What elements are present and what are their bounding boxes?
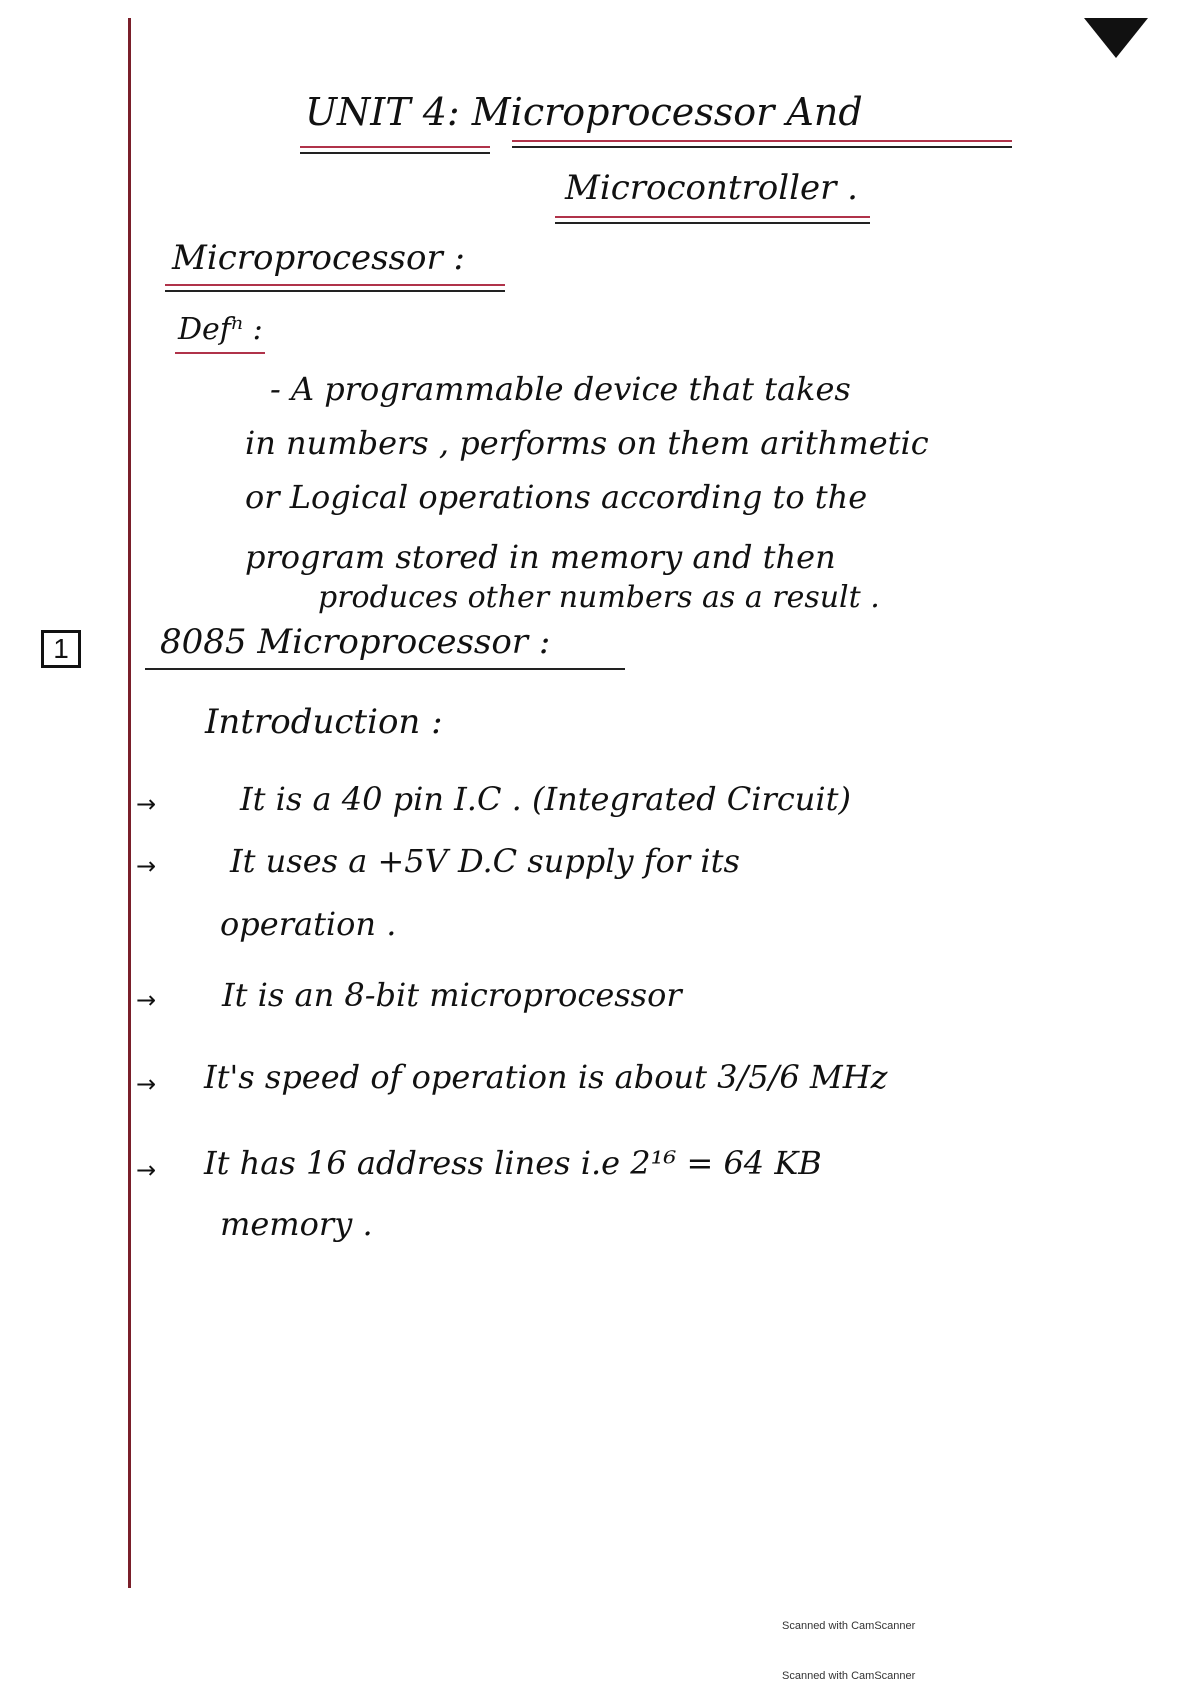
corner-triangle-mark <box>1084 18 1148 58</box>
scanner-watermark-2: Scanned with CamScanner <box>782 1670 916 1682</box>
arrow-icon: → <box>136 790 157 818</box>
definition-line-5: produces other numbers as a result . <box>318 580 880 615</box>
definition-line-4: program stored in memory and then <box>245 538 836 576</box>
arrow-icon: → <box>136 986 157 1014</box>
bullet-3: It is an 8-bit microprocessor <box>222 976 682 1014</box>
definition-label-underline <box>175 352 265 354</box>
title2-underline-2 <box>555 222 870 224</box>
section-heading-underline-2 <box>165 290 505 292</box>
bullet-2-continued: operation . <box>220 905 397 943</box>
bullet-2: It uses a +5V D.C supply for its <box>230 842 740 880</box>
scanner-watermark: Scanned with CamScanner <box>782 1620 916 1632</box>
title-underline-left <box>300 146 490 148</box>
section-heading: Microprocessor : <box>172 238 465 278</box>
unit-title-line1: UNIT 4: Microprocessor And <box>305 90 863 134</box>
bullet-1: It is a 40 pin I.C . (Integrated Circuit) <box>240 780 851 818</box>
title2-underline <box>555 216 870 218</box>
definition-label: Defⁿ : <box>178 312 263 347</box>
section-title: 8085 Microprocessor : <box>160 622 551 662</box>
arrow-icon: → <box>136 1070 157 1098</box>
arrow-icon: → <box>136 852 157 880</box>
bullet-4: It's speed of operation is about 3/5/6 MHz <box>204 1058 888 1096</box>
section-title-underline <box>145 668 625 670</box>
section-number-box: 1 <box>41 630 81 668</box>
title-underline-left-2 <box>300 152 490 154</box>
definition-line-3: or Logical operations according to the <box>245 478 868 516</box>
bullet-5-continued: memory . <box>220 1205 373 1243</box>
unit-title-line2: Microcontroller . <box>565 168 858 208</box>
arrow-icon: → <box>136 1156 157 1184</box>
definition-line-2: in numbers , performs on them arithmetic <box>245 424 929 462</box>
section-heading-underline <box>165 284 505 286</box>
margin-line <box>128 18 131 1588</box>
bullet-5: It has 16 address lines i.e 2¹⁶ = 64 KB <box>204 1144 822 1182</box>
introduction-label: Introduction : <box>205 702 443 742</box>
definition-line-1: - A programmable device that takes <box>270 370 851 408</box>
title-underline-right <box>512 140 1012 142</box>
title-underline-right-2 <box>512 146 1012 148</box>
